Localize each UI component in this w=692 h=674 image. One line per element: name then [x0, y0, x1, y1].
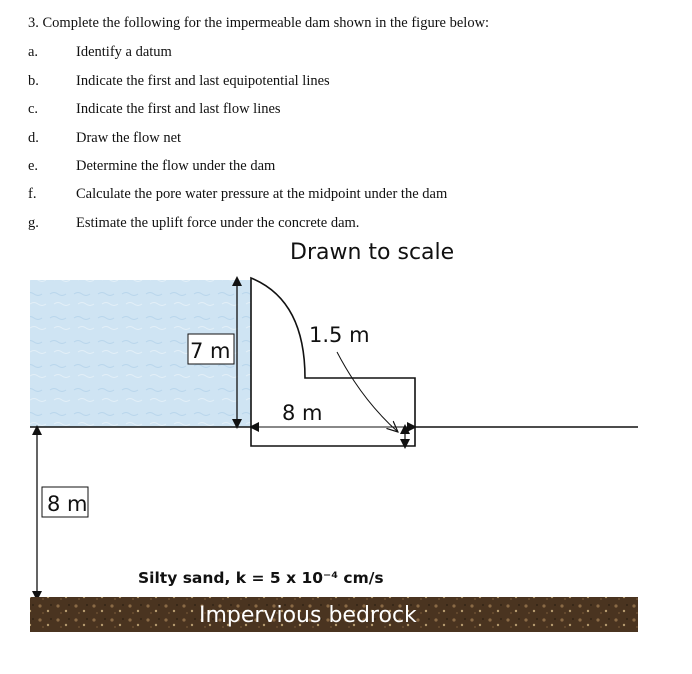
- scale-note: Drawn to scale: [290, 240, 455, 265]
- item-letter-g: g.: [28, 215, 39, 231]
- item-text-c: Indicate the first and last flow lines: [76, 101, 281, 117]
- soil-label: Silty sand, k = 5 x 10⁻⁴ cm/s: [138, 569, 384, 587]
- item-letter-d: d.: [28, 130, 39, 146]
- dam-body: [251, 278, 415, 446]
- item-letter-a: a.: [28, 44, 39, 60]
- item-text-g: Estimate the uplift force under the concrete dam.: [76, 215, 360, 231]
- item-letter-f: f.: [28, 186, 37, 202]
- soil-depth-label: 8 m: [47, 492, 88, 516]
- dam-top-label: 1.5 m: [309, 323, 370, 347]
- dam-base-label: 8 m: [282, 401, 323, 425]
- item-letter-e: e.: [28, 158, 39, 174]
- item-text-b: Indicate the first and last equipotential lines: [76, 73, 330, 89]
- water-height-label: 7 m: [190, 339, 231, 363]
- question-title: 3. Complete the following for the impermeable dam shown in the figure below:: [28, 15, 490, 31]
- item-letter-c: c.: [28, 101, 39, 117]
- item-text-e: Determine the flow under the dam: [76, 158, 276, 174]
- item-text-f: Calculate the pore water pressure at the midpoint under the dam: [76, 186, 448, 202]
- bedrock-label: Impervious bedrock: [199, 603, 417, 628]
- item-text-d: Draw the flow net: [76, 130, 182, 146]
- item-letter-b: b.: [28, 73, 39, 89]
- item-text-a: Identify a datum: [76, 44, 172, 60]
